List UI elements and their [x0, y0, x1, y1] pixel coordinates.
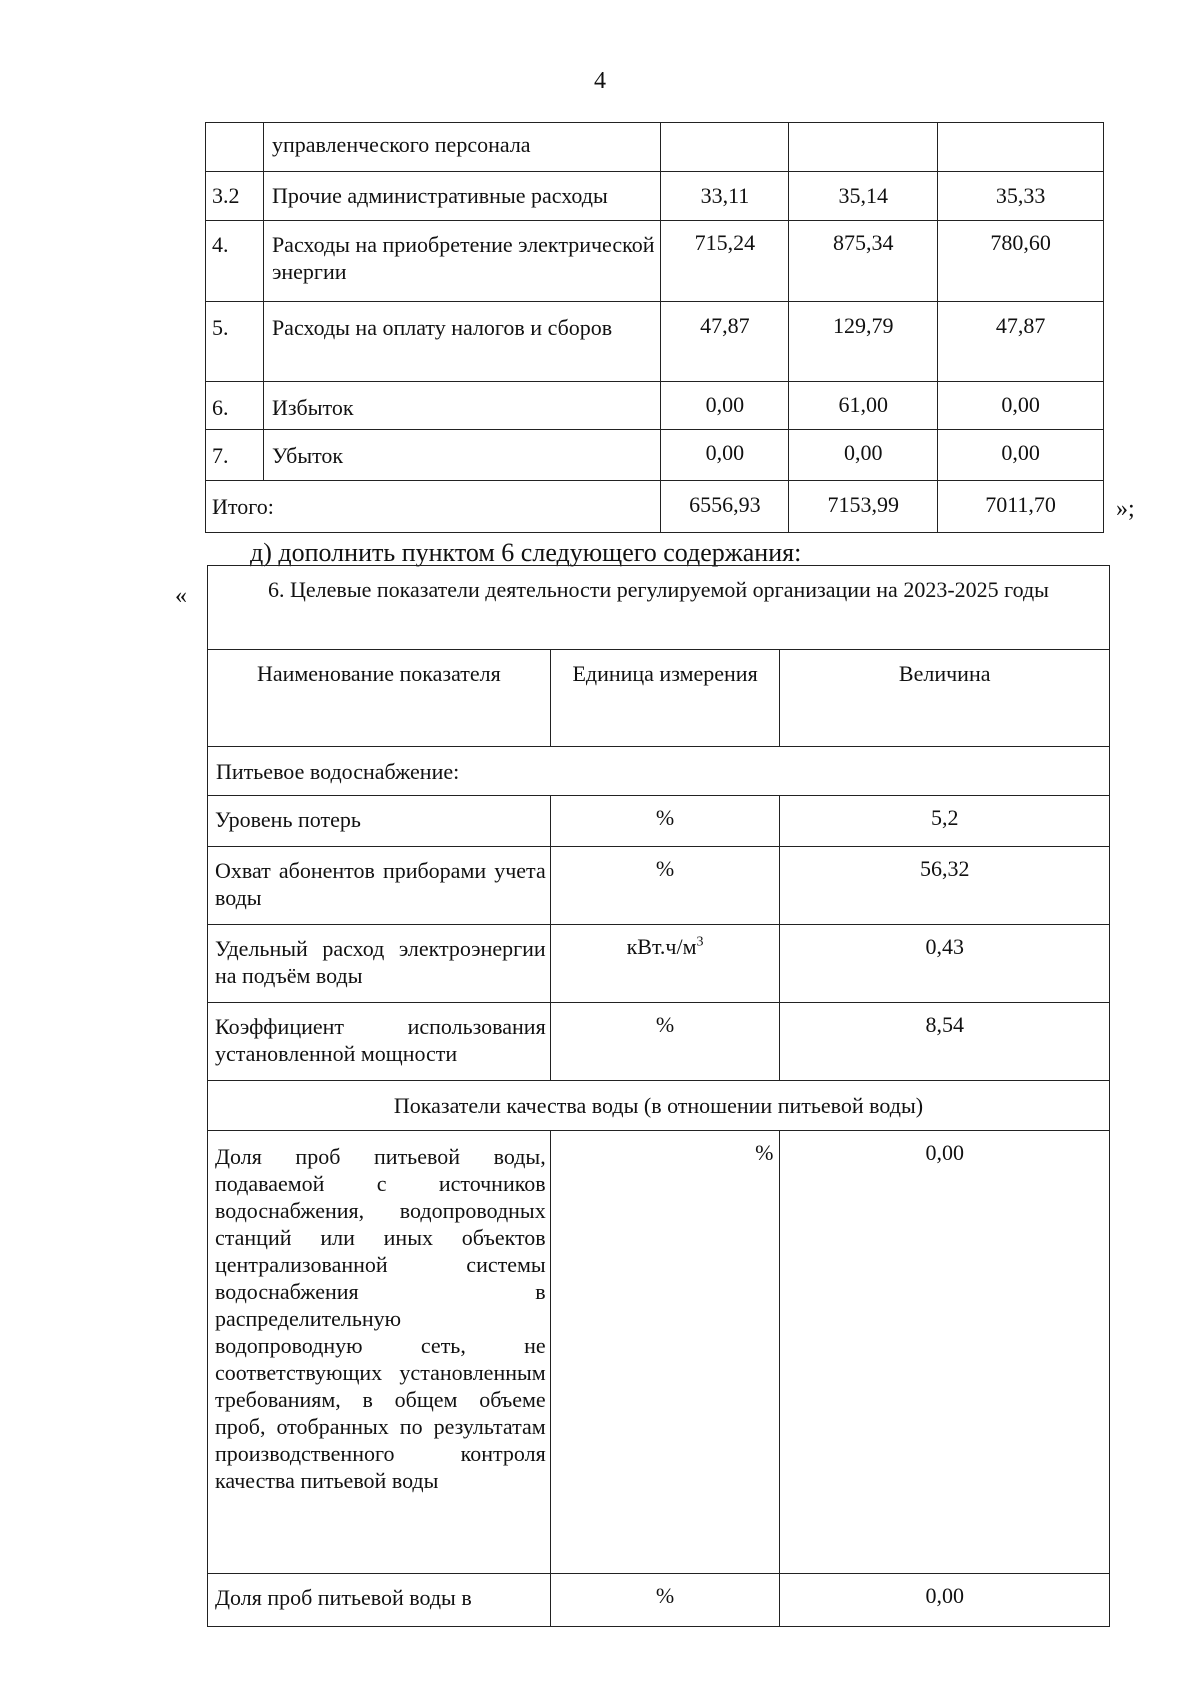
indicator-unit: % — [550, 1131, 780, 1574]
header-row — [208, 650, 1110, 747]
amendment-text: д) дополнить пунктом 6 следующего содержания: — [250, 538, 802, 567]
total-2025: 7011,70 — [938, 481, 1104, 533]
section-row — [208, 747, 1110, 796]
table-row — [208, 1131, 1110, 1574]
row-number: 6. — [206, 382, 264, 430]
section-row — [208, 1081, 1110, 1131]
row-name: Прочие административные расходы — [263, 172, 661, 221]
total-2023: 6556,93 — [661, 481, 789, 533]
indicator-name: Коэффициент использования установленной мощности — [208, 1003, 551, 1081]
value-2024: 61,00 — [789, 382, 938, 430]
expenses-table — [205, 122, 1104, 533]
value-2025: 0,00 — [938, 382, 1104, 430]
unit-superscript: 3 — [696, 934, 704, 950]
row-name: Расходы на оплату налогов и сборов — [263, 302, 661, 382]
row-number: 5. — [206, 302, 264, 382]
table-row — [206, 430, 1104, 481]
indicator-value: 0,00 — [780, 1574, 1110, 1627]
row-name: управленческого персонала — [263, 123, 661, 172]
table-row — [208, 1574, 1110, 1627]
value-2023: 0,00 — [661, 430, 789, 481]
value-2025 — [938, 123, 1104, 172]
table-row — [208, 925, 1110, 1003]
table-row — [206, 382, 1104, 430]
value-2024: 129,79 — [789, 302, 938, 382]
table-title-row — [208, 566, 1110, 650]
page-number: 4 — [594, 68, 606, 94]
section-water-quality: Показатели качества воды (в отношении питьевой воды) — [208, 1081, 1110, 1131]
value-2025: 47,87 — [938, 302, 1104, 382]
indicator-unit — [550, 925, 780, 1003]
value-2023: 33,11 — [661, 172, 789, 221]
table-row — [208, 1003, 1110, 1081]
indicator-name: Уровень потерь — [208, 796, 551, 847]
value-2024: 875,34 — [789, 221, 938, 302]
value-2025: 780,60 — [938, 221, 1104, 302]
header-unit: Единица измерения — [550, 650, 780, 747]
indicator-unit: % — [550, 1003, 780, 1081]
table-row — [208, 796, 1110, 847]
row-number: 7. — [206, 430, 264, 481]
table-title: 6. Целевые показатели деятельности регулируемой организации на 2023-2025 годы — [208, 566, 1110, 650]
indicator-unit: % — [550, 847, 780, 925]
table-row — [206, 302, 1104, 382]
indicator-value: 0,43 — [780, 925, 1110, 1003]
value-2025: 0,00 — [938, 430, 1104, 481]
indicator-value: 8,54 — [780, 1003, 1110, 1081]
indicator-name: Доля проб питьевой воды, подаваемой с источников водоснабжения, водопроводных станций или иных объектов централизованной системы водоснабжения в распределительную водопроводную сеть, не соответствующих установленным требованиям, в общем объеме проб, отобранных по результатам производственного контроля качества питьевой воды — [208, 1131, 551, 1574]
value-2024: 35,14 — [789, 172, 938, 221]
indicator-value: 0,00 — [780, 1131, 1110, 1574]
table-row — [206, 172, 1104, 221]
target-indicators-table — [207, 565, 1110, 1627]
value-2023: 0,00 — [661, 382, 789, 430]
indicator-name: Охват абонентов приборами учета воды — [208, 847, 551, 925]
header-value: Величина — [780, 650, 1110, 747]
indicator-unit: % — [550, 796, 780, 847]
total-row — [206, 481, 1104, 533]
total-2024: 7153,99 — [789, 481, 938, 533]
section-drinking-water: Питьевое водоснабжение: — [208, 747, 1110, 796]
indicator-name: Удельный расход электроэнергии на подъём воды — [208, 925, 551, 1003]
value-2023 — [661, 123, 789, 172]
value-2024: 0,00 — [789, 430, 938, 481]
row-name: Убыток — [263, 430, 661, 481]
row-number — [206, 123, 264, 172]
value-2025: 35,33 — [938, 172, 1104, 221]
indicator-unit: % — [550, 1574, 780, 1627]
total-label: Итого: — [206, 481, 661, 533]
closing-quote: »; — [1116, 496, 1135, 522]
indicator-name: Доля проб питьевой воды в — [208, 1574, 551, 1627]
value-2023: 715,24 — [661, 221, 789, 302]
table-row — [206, 123, 1104, 172]
row-number: 4. — [206, 221, 264, 302]
unit-text: кВт.ч/м — [626, 934, 697, 959]
table-row — [208, 847, 1110, 925]
indicator-value: 5,2 — [780, 796, 1110, 847]
indicator-value: 56,32 — [780, 847, 1110, 925]
row-number: 3.2 — [206, 172, 264, 221]
table-row — [206, 221, 1104, 302]
value-2023: 47,87 — [661, 302, 789, 382]
row-name: Расходы на приобретение электрической энергии — [263, 221, 661, 302]
row-name: Избыток — [263, 382, 661, 430]
value-2024 — [789, 123, 938, 172]
header-name: Наименование показателя — [208, 650, 551, 747]
opening-quote: « — [175, 583, 187, 609]
